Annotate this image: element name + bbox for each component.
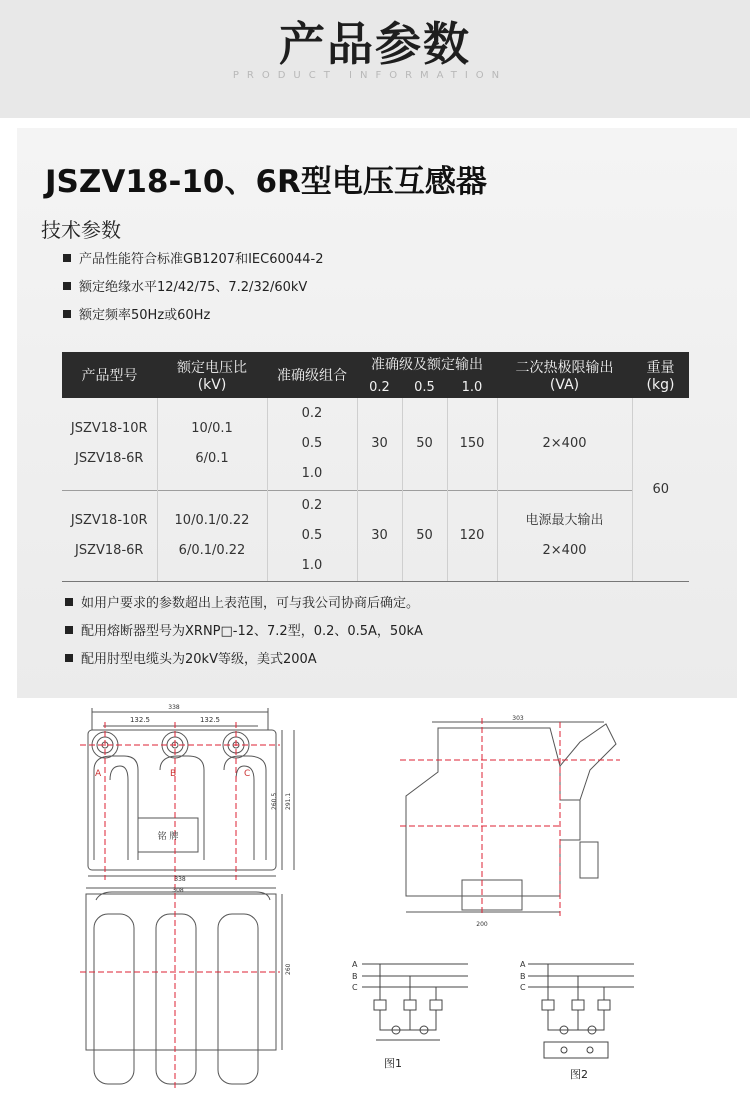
cell-models: JSZV18-10R JSZV18-6R bbox=[62, 490, 157, 581]
dim-side-width-bottom: 200 bbox=[476, 921, 488, 928]
line-label-c: C bbox=[520, 983, 526, 992]
col-subheader-10: 1.0 bbox=[447, 376, 497, 398]
front-view-drawing bbox=[86, 708, 294, 1084]
wiring-diagram-2-labels bbox=[520, 960, 526, 992]
col-header-output: 准确级及额定输出 bbox=[357, 352, 497, 376]
col-subheader-05: 0.5 bbox=[402, 376, 447, 398]
figure-caption-2: 图2 bbox=[570, 1068, 588, 1081]
bullet-square-icon bbox=[63, 310, 71, 318]
bullet-square-icon bbox=[65, 654, 73, 662]
dim-width-top: 338 bbox=[168, 704, 180, 711]
cell-output-10: 150 bbox=[447, 398, 497, 490]
spec-table bbox=[62, 352, 689, 582]
list-item: 额定绝缘水平12/42/75、7.2/32/60kV bbox=[63, 278, 324, 306]
product-title: JSZV18-10、6R型电压互感器 bbox=[45, 164, 487, 200]
cell-ratios: 10/0.1/0.22 6/0.1/0.22 bbox=[157, 490, 267, 581]
product-card bbox=[17, 128, 737, 698]
list-item: 额定频率50Hz或60Hz bbox=[63, 306, 324, 334]
bullet-square-icon bbox=[63, 254, 71, 262]
phase-label-b: B bbox=[170, 769, 177, 779]
col-header-accuracy: 准确级组合 bbox=[267, 352, 357, 398]
spec-bullet-list bbox=[63, 250, 324, 334]
phase-label-a: A bbox=[95, 769, 102, 779]
cell-thermal: 2×400 bbox=[497, 398, 632, 490]
wiring-diagram-1 bbox=[362, 964, 468, 1040]
cell-weight: 60 bbox=[632, 398, 689, 581]
list-item: 如用户要求的参数超出上表范围，可与我公司协商后确定。 bbox=[65, 594, 423, 622]
cell-models: JSZV18-10R JSZV18-6R bbox=[70, 420, 148, 466]
bullet-square-icon bbox=[63, 282, 71, 290]
page-title: 产品参数 bbox=[279, 17, 471, 71]
page-header bbox=[0, 0, 750, 118]
technical-drawings bbox=[0, 700, 750, 1093]
dim-width-bottom: 338 bbox=[174, 876, 186, 883]
page-subtitle: PRODUCT INFORMATION bbox=[232, 70, 508, 81]
bullet-square-icon bbox=[65, 598, 73, 606]
cell-output-10: 120 bbox=[447, 490, 497, 581]
col-subheader-02: 0.2 bbox=[357, 376, 402, 398]
wiring-diagram-1-labels bbox=[352, 960, 358, 992]
line-label-a: A bbox=[352, 960, 358, 969]
col-header-ratio: 额定电压比 (kV) bbox=[157, 352, 267, 398]
list-item: 配用熔断器型号为XRNP□-12、7.2型，0.2、0.5A，50kA bbox=[65, 622, 423, 650]
dim-pitch-right: 132.5 bbox=[199, 716, 221, 724]
dim-plan-width: 308 bbox=[172, 887, 184, 894]
cell-ratios: 10/0.1 6/0.1 bbox=[157, 398, 267, 490]
cell-thermal: 电源最大输出 2×400 bbox=[497, 490, 632, 581]
cell-output-05: 50 bbox=[402, 398, 447, 490]
line-label-a: A bbox=[520, 960, 526, 969]
dim-side-width-top: 303 bbox=[512, 715, 524, 722]
wiring-diagram-2 bbox=[528, 964, 634, 1058]
centerlines-side bbox=[400, 718, 620, 916]
bullet-square-icon bbox=[65, 626, 73, 634]
cell-output-02: 30 bbox=[357, 398, 402, 490]
notes-list bbox=[65, 594, 423, 678]
dim-plan-height: 260 bbox=[285, 963, 292, 975]
tech-params-heading: 技术参数 bbox=[41, 218, 121, 242]
col-header-model: 产品型号 bbox=[62, 352, 157, 398]
cell-output-02: 30 bbox=[357, 490, 402, 581]
list-item: 产品性能符合标准GB1207和IEC60044-2 bbox=[63, 250, 324, 278]
dim-height-outer: 291.1 bbox=[285, 792, 292, 810]
dim-pitch-left: 132.5 bbox=[129, 716, 151, 724]
col-header-weight: 重量 (kg) bbox=[632, 352, 689, 398]
table-row bbox=[62, 490, 689, 581]
dim-height-inner: 260.5 bbox=[271, 792, 278, 810]
side-view-drawing bbox=[406, 722, 616, 912]
line-label-b: B bbox=[352, 972, 358, 981]
line-label-b: B bbox=[520, 972, 526, 981]
figure-caption-1: 图1 bbox=[384, 1057, 402, 1070]
cell-classes: 0.2 0.5 1.0 bbox=[267, 398, 357, 490]
nameplate-label: 铭 牌 bbox=[157, 832, 179, 842]
col-header-thermal: 二次热极限输出 (VA) bbox=[497, 352, 632, 398]
cell-output-05: 50 bbox=[402, 490, 447, 581]
line-label-c: C bbox=[352, 983, 358, 992]
cell-classes: 0.2 0.5 1.0 bbox=[267, 490, 357, 581]
phase-label-c: C bbox=[244, 769, 251, 779]
list-item: 配用肘型电缆头为20kV等级，美式200A bbox=[65, 650, 423, 678]
table-row bbox=[62, 398, 689, 490]
